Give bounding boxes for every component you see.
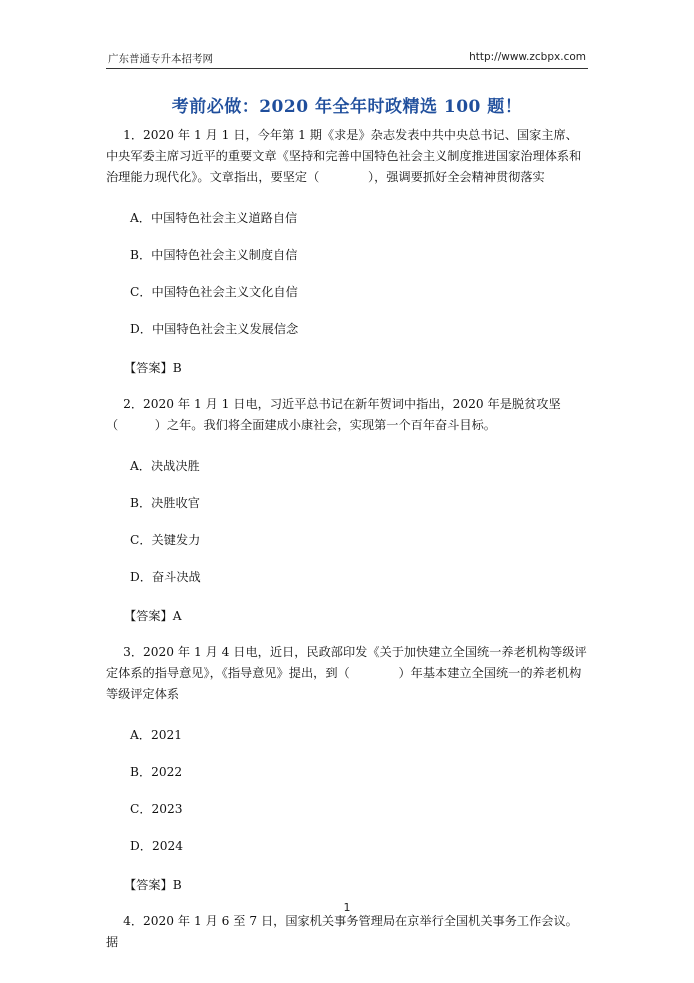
header-url[interactable]: http://www.zcbpx.com [469, 51, 586, 63]
page-number: 1 [343, 901, 351, 914]
question-4 [106, 911, 588, 953]
question-list [106, 125, 588, 959]
question-2 [106, 394, 588, 636]
option-c: C．关键发力 [130, 533, 201, 547]
option-a: A．2021 [130, 728, 183, 742]
option-c: C．中国特色社会主义文化自信 [130, 285, 298, 299]
question-1 [106, 125, 588, 388]
option-a: A．决战决胜 [130, 459, 200, 473]
option-d: D．奋斗决战 [130, 570, 201, 584]
option-a: A．中国特色社会主义道路自信 [130, 211, 298, 225]
page-header [106, 48, 588, 69]
question-3 [106, 642, 588, 905]
option-b: B．2022 [130, 765, 183, 779]
question-stem: 2．2020 年 1 月 1 日电，习近平总书记在新年贺词中指出，2020 年是脱贫攻坚（ ）之年。我们将全面建成小康社会，实现第一个百年奋斗目标。 [106, 397, 561, 432]
answer: 【答案】B [124, 878, 182, 892]
option-d: D．2024 [130, 839, 183, 853]
question-stem: 4．2020 年 1 月 6 至 7 日，国家机关事务管理局在京举行全国机关事务工作会议。据 [106, 914, 578, 949]
question-stem: 3．2020 年 1 月 4 日电，近日，民政部印发《关于加快建立全国统一养老机构等级评定体系的指导意见》，《指导意见》提出，到（ ）年基本建立全国统一的养老机构等级评定体系 [106, 645, 587, 701]
document-title: 考前必做：2020 年全年时政精选 100 题！ [171, 97, 523, 117]
header-site-name: 广东普通专升本招考网 [108, 53, 213, 65]
answer: 【答案】A [124, 609, 182, 623]
question-stem: 1．2020 年 1 月 1 日，今年第 1 期《求是》杂志发表中共中央总书记、国家主席、中央军委主席习近平的重要文章《坚持和完善中国特色社会主义制度推进国家治理体系和治理能力现代化》。文章指出，要坚定（ ），强调要抓好全会精神贯彻落实 [106, 128, 582, 184]
option-d: D．中国特色社会主义发展信念 [130, 322, 299, 336]
option-b: B．决胜收官 [130, 496, 200, 510]
answer: 【答案】B [124, 361, 182, 375]
option-b: B．中国特色社会主义制度自信 [130, 248, 298, 262]
option-c: C．2023 [130, 802, 183, 816]
